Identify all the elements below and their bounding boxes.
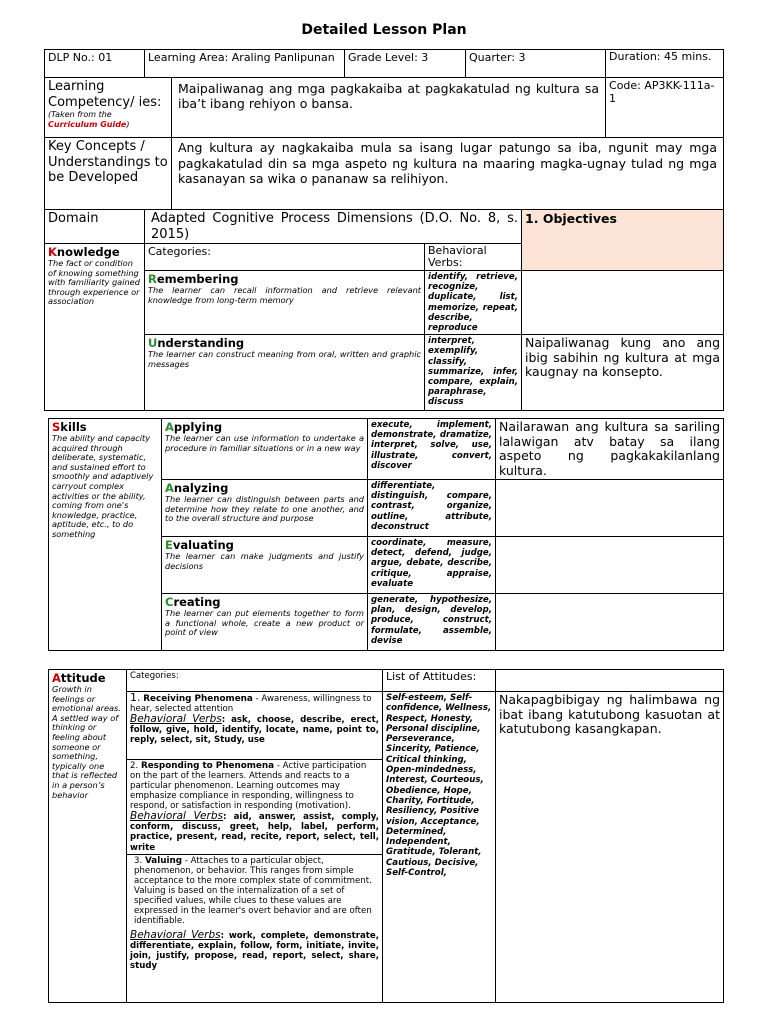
competency-text: Maipaliwanag ang mga pagkakaiba at pagkakatulad ng kultura sa iba’t ibang rehiyon o bansa. xyxy=(172,78,606,138)
creating-objective xyxy=(496,594,724,651)
evaluating-objective xyxy=(496,537,724,594)
attitude-list: Self-esteem, Self-confidence, Wellness, Respect, Honesty, Personal discipline, Perseverance, Sincerity, Patience, Critical thinking, Open-mindedness, Interest, Courteous, Obedience, Hope, Charity, Fortitude, Resiliency, Positive vision, Acceptance, Determined, Independent, Gratitude, Tolerant, Cautious, Decisive, Self-Control, xyxy=(383,692,496,1003)
receiving-phenomena: 1. Receiving Phenomena - Awareness, willingness to hear, selected attention Behavioral Verbs: ask, choose, describe, erect, follow, give, hold, identify, locate, name, point to, reply, select, sit, Study, use xyxy=(127,692,383,760)
applying-verbs: execute, implement, demonstrate, dramatize, interpret, solve, use, illustrate, convert, discover xyxy=(368,419,496,480)
grade-level: Grade Level: 3 xyxy=(345,50,466,78)
responding-phenomena: 2. Responding to Phenomena - Active participation on the part of the learners. Attends and reacts to a particular phenomenon. Learning outcomes may emphasize compliance in responding, willingness to respond, or satisfaction in responding (motivation). Behavioral Verbs: aid, answer, assist, comply, conform, discuss, greet, help, label, perform, practice, present, read, recite, report, select, tell, write xyxy=(127,760,383,855)
skills-table xyxy=(48,418,724,651)
header-table xyxy=(44,49,724,411)
remembering-objective xyxy=(522,271,724,335)
adapted-dimensions: Adapted Cognitive Process Dimensions (D.O. No. 8, s. 2015) xyxy=(145,210,522,244)
valuing-phenomena: 3. Valuing - Attaches to a particular object, phenomenon, or behavior. This ranges from simple acceptance to the more complex state of commitment. Valuing is based on the internalization of a set of specified values, while clues to these values are expressed in the learner's overt behavior and are often identifiable. Behavioral Verbs: work, complete, demonstrate, differentiate, explain, follow, form, initiate, invite, join, justify, propose, read, report, select, share, study xyxy=(127,854,383,1002)
creating-verbs: generate, hypothesize, plan, design, develop, produce, construct, formulate, assemble, devise xyxy=(368,594,496,651)
attitude-objective-top xyxy=(496,670,724,692)
knowledge-cell: Knowledge The fact or condition of knowing something with familiarity gained through experience or association xyxy=(45,244,145,411)
attitude-cell: Attitude Growth in feelings or emotional areas. A settled way of thinking or feeling about someone or something, typically one that is reflected in a person’s behavior xyxy=(49,670,127,1003)
competency-label: Learning Competency/ ies: xyxy=(48,79,162,110)
analyzing-verbs: differentiate, distinguish, compare, contrast, organize, outline, attribute, deconstruct xyxy=(368,480,496,537)
understanding-cell: Understanding The learner can construct meaning from oral, written and graphic messages xyxy=(145,335,425,411)
duration: Duration: 45 mins. xyxy=(606,50,724,78)
competency-code: Code: AP3KK-111a-1 xyxy=(606,78,724,138)
understanding-objective: Naipaliwanag kung ano ang ibig sabihin ng kultura at mga kaugnay na konsepto. xyxy=(522,335,724,411)
analyzing-cell: Analyzing The learner can distinguish between parts and determine how they relate to one another, and to the overall structure and purpose xyxy=(162,480,368,537)
applying-objective: Nailarawan ang kultura sa sariling lalawigan atv batay sa ilang aspeto ng pagkakakilanlang kultura. xyxy=(496,419,724,480)
quarter: Quarter: 3 xyxy=(466,50,606,78)
page-title: Detailed Lesson Plan xyxy=(301,22,467,38)
creating-cell: Creating The learner can put elements together to form a functional whole, create a new product or point of view xyxy=(162,594,368,651)
knowledge-desc: The fact or condition of knowing something with familiarity gained through experience or association xyxy=(48,258,140,307)
dlp-number: DLP No.: 01 xyxy=(45,50,145,78)
attitude-categories-label: Categories: xyxy=(127,670,383,692)
evaluating-cell: Evaluating The learner can make judgments and justify decisions xyxy=(162,537,368,594)
remembering-verbs: identify, retrieve, recognize, duplicate, list, memorize, repeat, describe, reproduce xyxy=(425,271,522,335)
key-concepts-label: Key Concepts / Understandings to be Developed xyxy=(45,138,172,210)
attitude-list-label: List of Attitudes: xyxy=(383,670,496,692)
curriculum-note: (Taken from the Curriculum Guide) xyxy=(48,110,130,129)
competency-label-cell xyxy=(45,78,172,138)
categories-label: Categories: xyxy=(145,244,425,271)
key-concepts-text: Ang kultura ay nagkakaiba mula sa isang lugar patungo sa iba, ngunit may mga pagkakatulad din sa mga aspeto ng kultura na maaring magka-ugnay tulad ng mga kasanayan sa wika o pananaw sa relihiyon. xyxy=(172,138,724,210)
understanding-verbs: interpret, exemplify, classify, summarize, infer, compare, explain, paraphrase, discuss xyxy=(425,335,522,411)
behavioral-verbs-label: Behavioral Verbs: xyxy=(425,244,522,271)
applying-cell: Applying The learner can use information to undertake a procedure in familiar situations or in a new way xyxy=(162,419,368,480)
attitude-objective: Nakapagbibigay ng halimbawa ng ibat ibang katutubong kasuotan at katutubong kasangkapan. xyxy=(496,692,724,1003)
remembering-cell: Remembering The learner can recall information and retrieve relevant knowledge from long-term memory xyxy=(145,271,425,335)
domain-label: Domain xyxy=(45,210,145,244)
skills-cell: Skills The ability and capacity acquired through deliberate, systematic, and sustained effort to smoothly and adaptively carryout complex activities or the ability, coming from one's knowledge, practice, aptitude, etc., to do something xyxy=(49,419,162,651)
analyzing-objective xyxy=(496,480,724,537)
attitude-table xyxy=(48,669,724,1003)
learning-area: Learning Area: Araling Panlipunan xyxy=(145,50,345,78)
objectives-header: 1. Objectives xyxy=(522,210,724,271)
evaluating-verbs: coordinate, measure, detect, defend, judge, argue, debate, describe, critique, appraise, evaluate xyxy=(368,537,496,594)
